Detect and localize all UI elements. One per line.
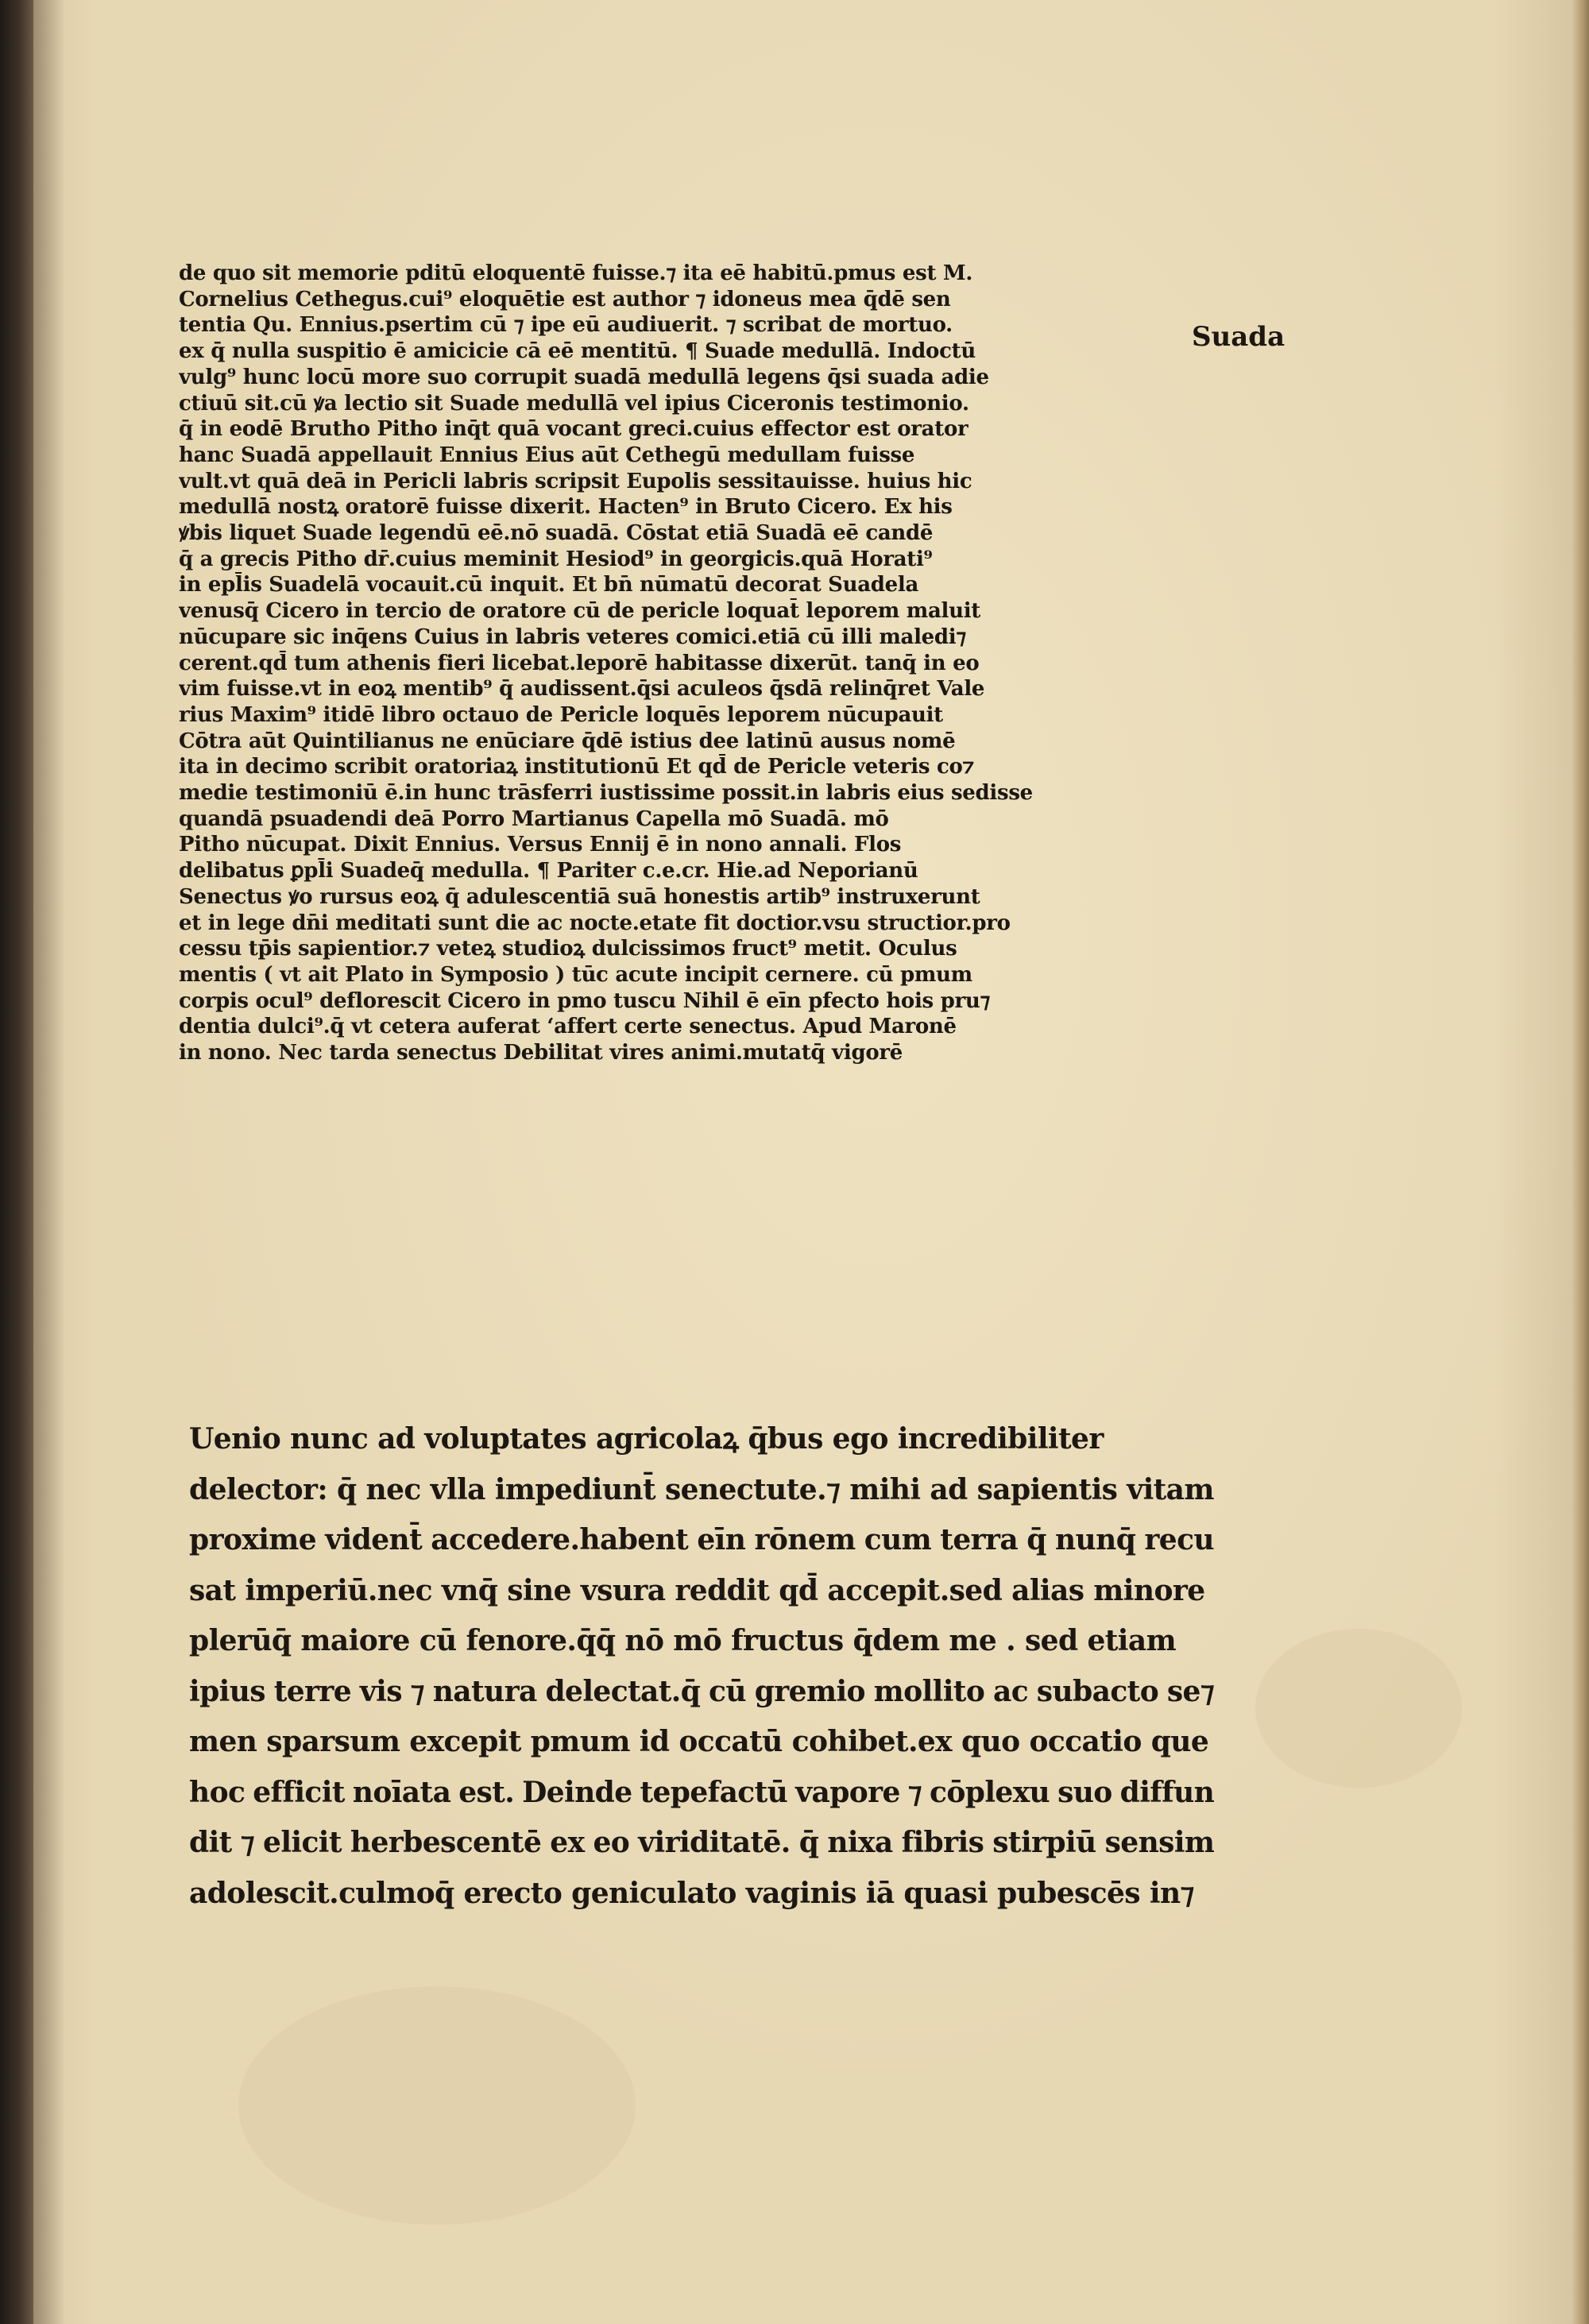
commentary-line: corpis ocul⁹ deflorescit Cicero in pmo tuscu Nihil ē eīn pfecto hois pru⁊ bbox=[179, 988, 991, 1013]
main-text-line: dit ⁊ elicit herbescentē ex eo viriditatē. q̄ nixa fibris stirpiū sensim bbox=[189, 1826, 1214, 1859]
main-text-line: delector: q̄ nec vlla impediunt̄ senectute.⁊ mihi ad sapientis vitam bbox=[189, 1472, 1214, 1506]
commentary-line: venusq̄ Cicero in tercio de oratore cū de pericle loquat̄ leporem maluit bbox=[179, 599, 980, 624]
commentary-line: medullā nostꝝ oratorē fuisse dixerit. Hacten⁹ in Bruto Cicero. Ex his bbox=[179, 495, 953, 520]
commentary-line: ex q̄ nulla suspitio ē amicicie cā eē mentitū. ¶ Suade medullā. Indoctū bbox=[179, 339, 976, 364]
paper-stain bbox=[1255, 1629, 1462, 1788]
main-text-line: plerūq̄ maiore cū fenore.q̄q̄ nō mō fructus q̄dem me . sed etiam bbox=[189, 1624, 1177, 1657]
marginal-note: Suada bbox=[1192, 321, 1286, 353]
main-text-line: men sparsum excepit pmum id occatū cohibet.ex quo occatio que bbox=[189, 1725, 1209, 1758]
page-edge bbox=[1572, 0, 1589, 2324]
commentary-line: q̄ in eodē Brutho Pitho inq̄t quā vocant greci.cuius effector est orator bbox=[179, 417, 968, 442]
main-text-block bbox=[189, 1414, 1214, 1919]
commentary-line: vult.vt quā deā in Pericli labris scripsit Eupolis sessitauisse. huius hic bbox=[179, 469, 972, 493]
paper-stain bbox=[238, 1986, 636, 2225]
commentary-line: quandā psuadendi deā Porro Martianus Capella mō Suadā. mō bbox=[179, 806, 889, 831]
main-text-line: adolescit.culmoq̄ erecto geniculato vaginis iā quasi pubescēs in⁊ bbox=[189, 1876, 1194, 1910]
commentary-line: ita in decimo scribit oratoriaꝝ institutionū Et qd̄ de Pericle veteris co⁊ bbox=[179, 755, 975, 779]
commentary-line: tentia Qu. Ennius.psertim cū ⁊ ipe eū audiuerit. ⁊ scribat de mortuo. bbox=[179, 313, 953, 338]
commentary-line: cerent.qd̄ tum athenis fieri licebat.leporē habitasse dixerūt. tanq̄ in eo bbox=[179, 651, 980, 675]
commentary-line: hanc Suadā appellauit Ennius Eius aūt Cethegū medullam fuisse bbox=[179, 443, 915, 467]
main-text-line: proxime vident̄ accedere.habent eīn rōnem cum terra q̄ nunq̄ recu bbox=[189, 1523, 1214, 1556]
commentary-line: Cornelius Cethegus.cui⁹ eloquētie est author ⁊ idoneus mea q̄dē sen bbox=[179, 287, 951, 311]
commentary-line: Senectus ꝟo rursus eoꝝ q̄ adulescentiā suā honestis artib⁹ instruxerunt bbox=[179, 884, 980, 909]
commentary-line: q̄ a grecis Pitho dr̄.cuius meminit Hesiod⁹ in georgicis.quā Horati⁹ bbox=[179, 547, 933, 571]
commentary-line: dentia dulci⁹.q̄ vt cetera auferat ‘affert certe senectus. Apud Maronē bbox=[179, 1015, 957, 1039]
commentary-line: de quo sit memorie pditū eloquentē fuisse.⁊ ita eē habitū.pmus est M. bbox=[179, 261, 973, 285]
commentary-line: Pitho nūcupat. Dixit Ennius. Versus Ennij ē in nono annali. Flos bbox=[179, 833, 902, 857]
commentary-line: in nono. Nec tarda senectus Debilitat vires animi.mutatq̄ vigorē bbox=[179, 1041, 903, 1065]
commentary-line: delibatus ꝑpl̄i Suadeq̄ medulla. ¶ Pariter c.e.cr. Hie.ad Neporianū bbox=[179, 859, 918, 884]
commentary-line: in epl̄is Suadelā vocauit.cū inquit. Et bn̄ nūmatū decorat Suadela bbox=[179, 573, 919, 597]
binding-edge bbox=[0, 0, 33, 2324]
commentary-line: nūcupare sic inq̄ens Cuius in labris veteres comici.etiā cū illi maledi⁊ bbox=[179, 625, 966, 649]
commentary-line: cessu tp̄is sapientior.⁊ veteꝝ studioꝝ dulcissimos fruct⁹ metit. Oculus bbox=[179, 937, 957, 961]
commentary-line: medie testimoniū ē.in hunc trāsferri iustissime possit.in labris eius sedisse bbox=[179, 781, 1033, 806]
commentary-line: vim fuisse.vt in eoꝝ mentib⁹ q̄ audissent.q̄si aculeos q̄sdā relinq̄ret Vale bbox=[179, 677, 985, 702]
main-text-line: ipius terre vis ⁊ natura delectat.q̄ cū gremio mollito ac subacto se⁊ bbox=[189, 1674, 1214, 1708]
commentary-line: Cōtra aūt Quintilianus ne enūciare q̄dē istius dee latinū ausus nomē bbox=[179, 729, 956, 753]
main-text-line: hoc efficit noīata est. Deinde tepefactū vapore ⁊ cōplexu suo diffun bbox=[189, 1775, 1214, 1809]
commentary-line: rius Maxim⁹ itidē libro octauo de Pericle loquēs leporem nūcupauit bbox=[179, 702, 943, 727]
commentary-line: et in lege dn̄i meditati sunt die ac nocte.etate fit doctior.vsu structior.pro bbox=[179, 911, 1011, 935]
binding-shadow bbox=[33, 0, 65, 2324]
main-text-line: sat imperiū.nec vnq̄ sine vsura reddit qd̄ accepit.sed alias minore bbox=[189, 1573, 1205, 1607]
main-text-line: Uenio nunc ad voluptates agricolaꝝ q̄bus ego incredibiliter bbox=[189, 1422, 1104, 1456]
commentary-line: mentis ( vt ait Plato in Symposio ) tūc acute incipit cernere. cū pmum bbox=[179, 962, 972, 987]
commentary-line: vulg⁹ hunc locū more suo corrupit suadā medullā legens q̄si suada adie bbox=[179, 365, 989, 389]
commentary-line: ctiuū sit.cū ꝟa lectio sit Suade medullā vel ipius Ciceronis testimonio. bbox=[179, 391, 969, 416]
commentary-line: ꝟbis liquet Suade legendū eē.nō suadā. Cōstat etiā Suadā eē candē bbox=[179, 521, 934, 546]
commentary-block bbox=[179, 261, 1212, 1066]
